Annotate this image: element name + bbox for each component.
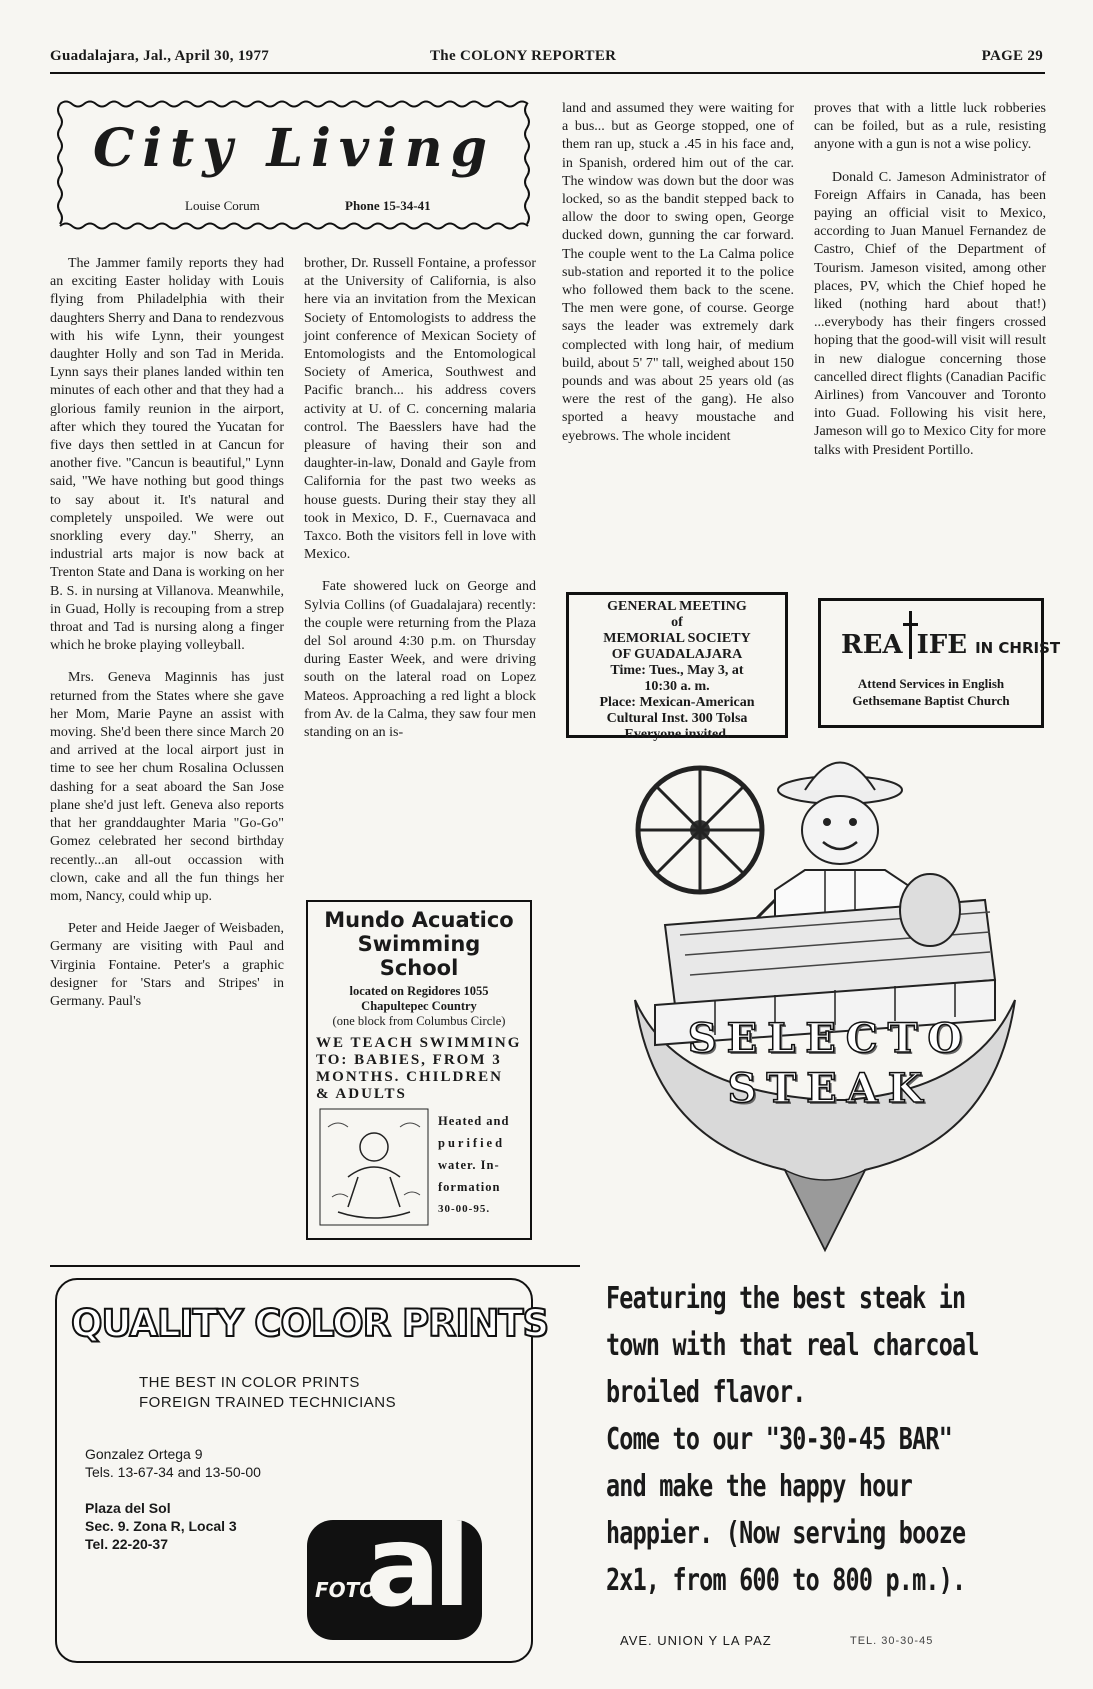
church-ad (818, 598, 1061, 728)
memorial-hour: 10:30 a. m. (644, 679, 710, 694)
church-logo-b: IFE (916, 630, 968, 660)
swim-title-1: Mundo Acuatico (324, 908, 514, 932)
steak-line-6: happier. (Now serving booze (606, 1516, 966, 1551)
memorial-society-ad (566, 592, 788, 742)
church-line-2: Gethsemane Baptist Church (852, 693, 1010, 708)
steak-brand-1: SELECTO (687, 1015, 973, 1062)
header-rule (50, 72, 1045, 74)
steak-illustration (625, 750, 1035, 1260)
swim-telephone: 30-00-95. (438, 1203, 491, 1215)
swim-location-2: Chapultepec Country (361, 999, 477, 1013)
article-column-2 (304, 255, 536, 756)
steak-line-2: town with that real charcoal (606, 1328, 979, 1363)
quality-color-prints-ad (55, 1278, 549, 1663)
swim-location-1: located on Regidores 1055 (349, 984, 489, 998)
page-number: PAGE 29 (981, 48, 1043, 64)
article-paragraph: Mrs. Geneva Maginnis has just returned from the States where she gave her Mom, Marie Payne an assist with moving. She'd been there since March 20 and arrived at the local airport just in time to see her chum Rosalina Oclussen dashing for a seat aboard the San Jose plane she'd just left. Geneva also reports that her granddaughter Maria "Go-Go" Gomez celebrated her second birthday recently...an all-out occassion with clown, cake and all the fun things her mom, Nancy, could whip up. (50, 670, 284, 904)
column-author: Louise Corum (185, 198, 260, 213)
prints-address-4: Sec. 9. Zona R, Local 3 (85, 1518, 237, 1534)
church-logo-a: REA (841, 630, 903, 660)
article-paragraph: Fate showered luck on George and Sylvia Collins (of Guadalajara) recently: the couple were returning from the Plaza del Sol around 4:30 p.m. on Thursday during Easter Week, and were driving south on the lateral road on Lopez Mateos. Approaching a red light a block from Av. de la Calma, they saw four men standing on an is- (304, 579, 536, 741)
article-paragraph: proves that with a little luck robberies can be foiled, but as a rule, resisting anyone with a gun is not a wise policy. (814, 101, 1046, 153)
selecto-steak-ad (625, 750, 1035, 1260)
newspaper-name: The COLONY REPORTER (430, 48, 617, 64)
memorial-line-4: OF GUADALAJARA (611, 647, 743, 662)
memorial-place: Place: Mexican-American (599, 695, 755, 710)
steak-ad-copy (606, 1275, 1046, 1604)
prints-address-2: Tels. 13-67-34 and 13-50-00 (85, 1464, 261, 1480)
prints-title: QUALITY COLOR PRINTS (71, 1302, 549, 1345)
memorial-line-1: GENERAL MEETING (607, 599, 747, 614)
swim-heat-2: purified (438, 1136, 506, 1150)
swim-heat-1: Heated and (438, 1114, 510, 1128)
steak-telephone: TEL. 30-30-45 (850, 1635, 934, 1647)
steak-line-5: and make the happy hour (606, 1469, 913, 1504)
article-paragraph: The Jammer family reports they had an exciting Easter holiday with Louis flying from Philadelphia with their daughters Sherry and Dana to rendezvous with his wife Lynn, their youngest daughter Holly and son Tad in Merida. Lynn says their planes landed within ten minutes of each other and that they had a glorious family reunion in the airport, after which they toured the Yucatan for five days then settled in at Cancun for another five. "Cancun is beautiful," Lynn said, "We have nothing but good things to say about it. It's natural and completely unspoiled. We were out snorkling every day." Sherry, an industrial arts major is now back at Trenton State and Dana is working on her B. S. in nursing at Villanova. Meanwhile, in Guad, Holly is recouping from a strep throat and Tad is nursing along a finger which he broke playing volleyball. (50, 256, 284, 654)
cross-icon (903, 621, 917, 661)
foto-logo-text: FOTO (315, 1578, 377, 1602)
article-paragraph: land and assumed they were waiting for a bus... but as George stopped, one of them ran up, stuck a .45 in his face and, in Spanish, ordered him out of the car. The window was down but the door was locked, so as the bandit stepped back to allow the door to swing open, George ducked down, gunning the car forward. The couple went to the La Calma police sub-station and reported it to the police who followed them back to the scene. The men were gone, of course. George says the leader was extremely dark complected with long hair, of medium build, about 5' 7" tall, weighed about 150 pounds and was about 25 years old (as were the rest of the gang). He also sported a heavy moustache and eyebrows. The whole incident (562, 101, 794, 444)
article-column-1 (50, 255, 284, 1025)
swimming-school-ad (306, 900, 532, 1240)
column-header-box (55, 98, 533, 233)
dateline: Guadalajara, Jal., April 30, 1977 (50, 48, 270, 64)
memorial-line-3: MEMORIAL SOCIETY (603, 631, 751, 646)
swim-title-2: Swimming School (357, 932, 481, 980)
steak-line-3: broiled flavor. (606, 1375, 806, 1410)
steak-line-4: Come to our "30-30-45 BAR" (606, 1422, 953, 1457)
article-column-3 (562, 100, 794, 460)
column-title: City Living (93, 118, 495, 179)
section-rule (50, 1265, 580, 1267)
swim-heat-4: formation (438, 1180, 501, 1194)
church-line-1: Attend Services in English (857, 676, 1005, 691)
foto-logo-mark: al (365, 1520, 463, 1632)
prints-address-1: Gonzalez Ortega 9 (85, 1446, 203, 1462)
steak-line-7: 2x1, from 600 to 800 p.m.). (606, 1563, 966, 1598)
church-logo-c: IN CHRIST (975, 639, 1061, 657)
swim-illustration (318, 1107, 430, 1227)
column-phone: Phone 15-34-41 (345, 198, 431, 213)
prints-tagline-2: FOREIGN TRAINED TECHNICIANS (139, 1394, 397, 1411)
article-paragraph: Donald C. Jameson Administrator of Foreign Affairs in Canada, has been paying an official visit to Mexico, according to Juan Manuel Fernandez de Castro, Chief of the Department of Tourism. Jameson visited, among other places, PV, which the Chief hoped he liked (nothing hard about that!) ...everybody has their fingers crossed hoping that the good-will visit will result in new dialogue concerning those cancelled direct flights (Canadian Pacific Airlines) from Vancouver and Toronto into Guad. Following his visit here, Jameson will go to Mexico City for more talks with President Portillo. (814, 169, 1046, 458)
prints-tagline-1: THE BEST IN COLOR PRINTS (139, 1374, 360, 1391)
swim-heat-3: water. In- (438, 1158, 500, 1172)
memorial-institute: Cultural Inst. 300 Tolsa (606, 711, 748, 726)
article-paragraph: Peter and Heide Jaeger of Weisbaden, Germany are visiting with Paul and Virginia Fontaine. Peter's a graphic designer for 'Stars and Stripes' in Germany. Paul's (50, 921, 284, 1009)
article-paragraph: brother, Dr. Russell Fontaine, a professor at the University of California, is also here via an invitation from the Mexican Society of Entomologists to address the joint conference of Mexican Society of Entomologists and the Entomological Society of America, Southwest and Pacific branch... his address covers activity at U. of C. concerning malaria control. The Baesslers have had the pleasure of having their son and daughter-in-law, Donald and Gayle from California for the past two weeks as house guests. During their stay they all took in Mexico, D. F., Cuernavaca and Taxco. Both the visitors fell in love with Mexico. (304, 256, 536, 563)
article-column-4 (814, 100, 1046, 474)
steak-brand-2: STEAK (727, 1065, 933, 1112)
prints-address-5: Tel. 22-20-37 (85, 1536, 169, 1552)
memorial-invite: Everyone invited. (624, 727, 730, 742)
memorial-line-2: of (671, 615, 683, 630)
prints-address-3: Plaza del Sol (85, 1500, 171, 1516)
swim-teach: WE TEACH SWIMMING TO: BABIES, FROM 3 MONTHS. CHILDREN & ADULTS (316, 1035, 522, 1102)
steak-address: AVE. UNION Y LA PAZ (620, 1633, 772, 1648)
memorial-time: Time: Tues., May 3, at (610, 663, 744, 678)
swim-location-3: (one block from Columbus Circle) (332, 1014, 506, 1028)
steak-line-1: Featuring the best steak in (606, 1281, 966, 1316)
foto-logo (307, 1520, 482, 1640)
